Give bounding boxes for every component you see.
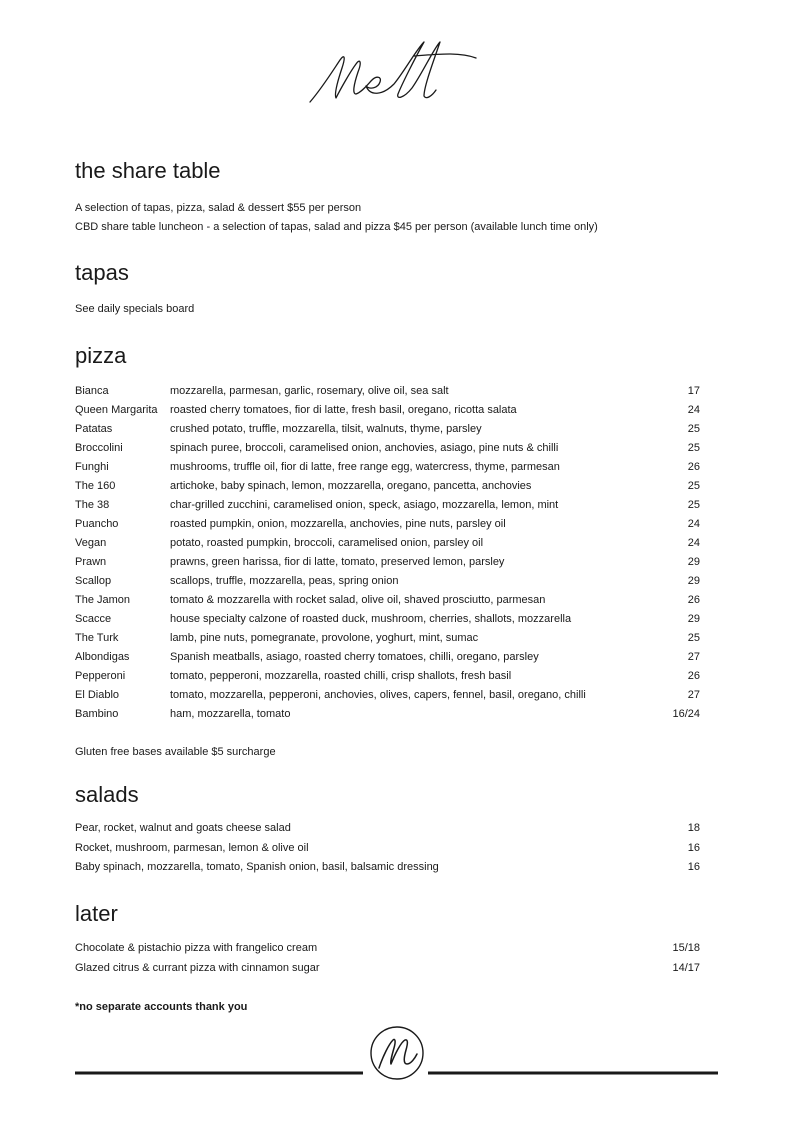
pizza-price: 27	[687, 651, 700, 663]
pizza-item	[75, 553, 700, 572]
pizza-description: spinach puree, broccoli, caramelised onion, anchovies, asiago, pine nuts & chilli	[170, 442, 559, 454]
pizza-name: The 38	[75, 499, 110, 511]
salad-item	[75, 858, 700, 878]
pizza-description: tomato, pepperoni, mozzarella, roasted chilli, crisp shallots, fresh basil	[170, 670, 512, 682]
section-title-share-table: the share table	[75, 158, 221, 183]
pizza-name: Puancho	[75, 518, 119, 530]
monogram-logo	[371, 1027, 423, 1079]
pizza-description: tomato & mozzarella with rocket salad, olive oil, shaved prosciutto, parmesan	[170, 594, 546, 606]
pizza-description: mozzarella, parmesan, garlic, rosemary, olive oil, sea salt	[170, 385, 449, 397]
pizza-item	[75, 439, 700, 458]
pizza-price: 26	[687, 670, 700, 682]
salad-name: Rocket, mushroom, parmesan, lemon & olive oil	[75, 841, 309, 854]
pizza-item	[75, 686, 700, 705]
salad-price: 18	[687, 822, 700, 834]
pizza-item	[75, 667, 700, 686]
pizza-description: roasted pumpkin, onion, mozzarella, anchovies, pine nuts, parsley oil	[170, 518, 506, 530]
pizza-price: 27	[687, 689, 700, 701]
melt-script-logo	[300, 36, 480, 116]
pizza-price: 16/24	[672, 708, 700, 720]
pizza-price: 25	[687, 632, 700, 644]
section-title-salads: salads	[75, 782, 139, 807]
salad-name: Baby spinach, mozzarella, tomato, Spanish onion, basil, balsamic dressing	[75, 861, 439, 873]
pizza-price: 25	[687, 499, 700, 511]
pizza-item	[75, 458, 700, 477]
gluten-free-note: Gluten free bases available $5 surcharge	[75, 746, 276, 758]
pizza-description: roasted cherry tomatoes, fior di latte, fresh basil, oregano, ricotta salata	[170, 404, 517, 416]
pizza-name: The Turk	[75, 632, 119, 644]
pizza-item	[75, 496, 700, 515]
pizza-name: Broccolini	[75, 442, 123, 454]
pizza-description: prawns, green harissa, fior di latte, tomato, preserved lemon, parsley	[170, 556, 505, 568]
share-table-line: A selection of tapas, pizza, salad & dessert $55 per person	[75, 202, 362, 214]
dessert-price: 14/17	[672, 961, 700, 974]
pizza-name: Bambino	[75, 708, 119, 720]
section-title-pizza: pizza	[75, 343, 127, 368]
pizza-name: El Diablo	[75, 689, 120, 701]
salad-item	[75, 839, 700, 859]
later-list	[75, 939, 700, 978]
pizza-description: artichoke, baby spinach, lemon, mozzarella, oregano, pancetta, anchovies	[170, 480, 532, 492]
pizza-name: Prawn	[75, 556, 107, 568]
pizza-description: crushed potato, truffle, mozzarella, tilsit, walnuts, thyme, parsley	[170, 423, 482, 435]
pizza-item	[75, 477, 700, 496]
pizza-name: Scallop	[75, 575, 112, 587]
pizza-name: Funghi	[75, 461, 109, 473]
pizza-name: The 160	[75, 480, 116, 492]
pizza-item	[75, 515, 700, 534]
pizza-item	[75, 629, 700, 648]
dessert-item	[75, 959, 700, 979]
pizza-item	[75, 382, 700, 401]
pizza-description: mushrooms, truffle oil, fior di latte, free range egg, watercress, thyme, parmesan	[170, 461, 560, 473]
pizza-item	[75, 572, 700, 591]
pizza-price: 29	[687, 556, 700, 568]
pizza-name: Bianca	[75, 385, 109, 397]
pizza-item	[75, 534, 700, 553]
pizza-name: Vegan	[75, 537, 107, 549]
pizza-price: 29	[687, 613, 700, 625]
accounts-note: *no separate accounts thank you	[75, 1001, 248, 1013]
pizza-price: 17	[687, 385, 700, 397]
pizza-item	[75, 610, 700, 629]
pizza-item	[75, 705, 700, 724]
pizza-name: Pepperoni	[75, 670, 126, 682]
pizza-description: tomato, mozzarella, pepperoni, anchovies, olives, capers, fennel, basil, oregano, chilli	[170, 689, 586, 701]
salad-name: Pear, rocket, walnut and goats cheese salad	[75, 822, 291, 834]
pizza-item	[75, 591, 700, 610]
pizza-price: 26	[687, 461, 700, 473]
salad-price: 16	[687, 841, 700, 854]
pizza-price: 29	[687, 575, 700, 587]
pizza-description: scallops, truffle, mozzarella, peas, spring onion	[170, 575, 399, 587]
dessert-name: Glazed citrus & currant pizza with cinnamon sugar	[75, 961, 320, 974]
pizza-description: potato, roasted pumpkin, broccoli, caramelised onion, parsley oil	[170, 537, 484, 549]
pizza-description: house specialty calzone of roasted duck, mushroom, cherries, shallots, mozzarella	[170, 613, 572, 625]
pizza-list	[75, 382, 700, 724]
section-title-tapas: tapas	[75, 260, 129, 285]
tapas-note: See daily specials board	[75, 303, 195, 315]
pizza-item	[75, 420, 700, 439]
pizza-item	[75, 401, 700, 420]
pizza-price: 24	[687, 518, 700, 530]
pizza-description: ham, mozzarella, tomato	[170, 708, 291, 720]
pizza-name: Scacce	[75, 613, 112, 625]
salad-item	[75, 819, 700, 839]
pizza-name: The Jamon	[75, 594, 131, 606]
pizza-price: 25	[687, 423, 700, 435]
salads-list	[75, 819, 700, 878]
pizza-price: 26	[687, 594, 700, 606]
pizza-price: 24	[687, 404, 700, 416]
pizza-price: 25	[687, 442, 700, 454]
salad-price: 16	[687, 861, 700, 873]
pizza-name: Queen Margarita	[75, 404, 158, 416]
pizza-description: Spanish meatballs, asiago, roasted cherry tomatoes, chilli, oregano, parsley	[170, 651, 539, 663]
section-title-later: later	[75, 901, 118, 926]
pizza-price: 25	[687, 480, 700, 492]
pizza-item	[75, 648, 700, 667]
pizza-description: char-grilled zucchini, caramelised onion, speck, asiago, mozzarella, lemon, mint	[170, 499, 559, 511]
pizza-price: 24	[687, 537, 700, 549]
pizza-name: Albondigas	[75, 651, 130, 663]
share-table-line: CBD share table luncheon - a selection of tapas, salad and pizza $45 per person (available lunch time only)	[75, 221, 598, 233]
footer-rule	[75, 1022, 718, 1084]
dessert-item	[75, 939, 700, 959]
pizza-name: Patatas	[75, 423, 113, 435]
pizza-description: lamb, pine nuts, pomegranate, provolone, yoghurt, mint, sumac	[170, 632, 479, 644]
dessert-price: 15/18	[672, 942, 700, 954]
dessert-name: Chocolate & pistachio pizza with frangelico cream	[75, 942, 318, 954]
